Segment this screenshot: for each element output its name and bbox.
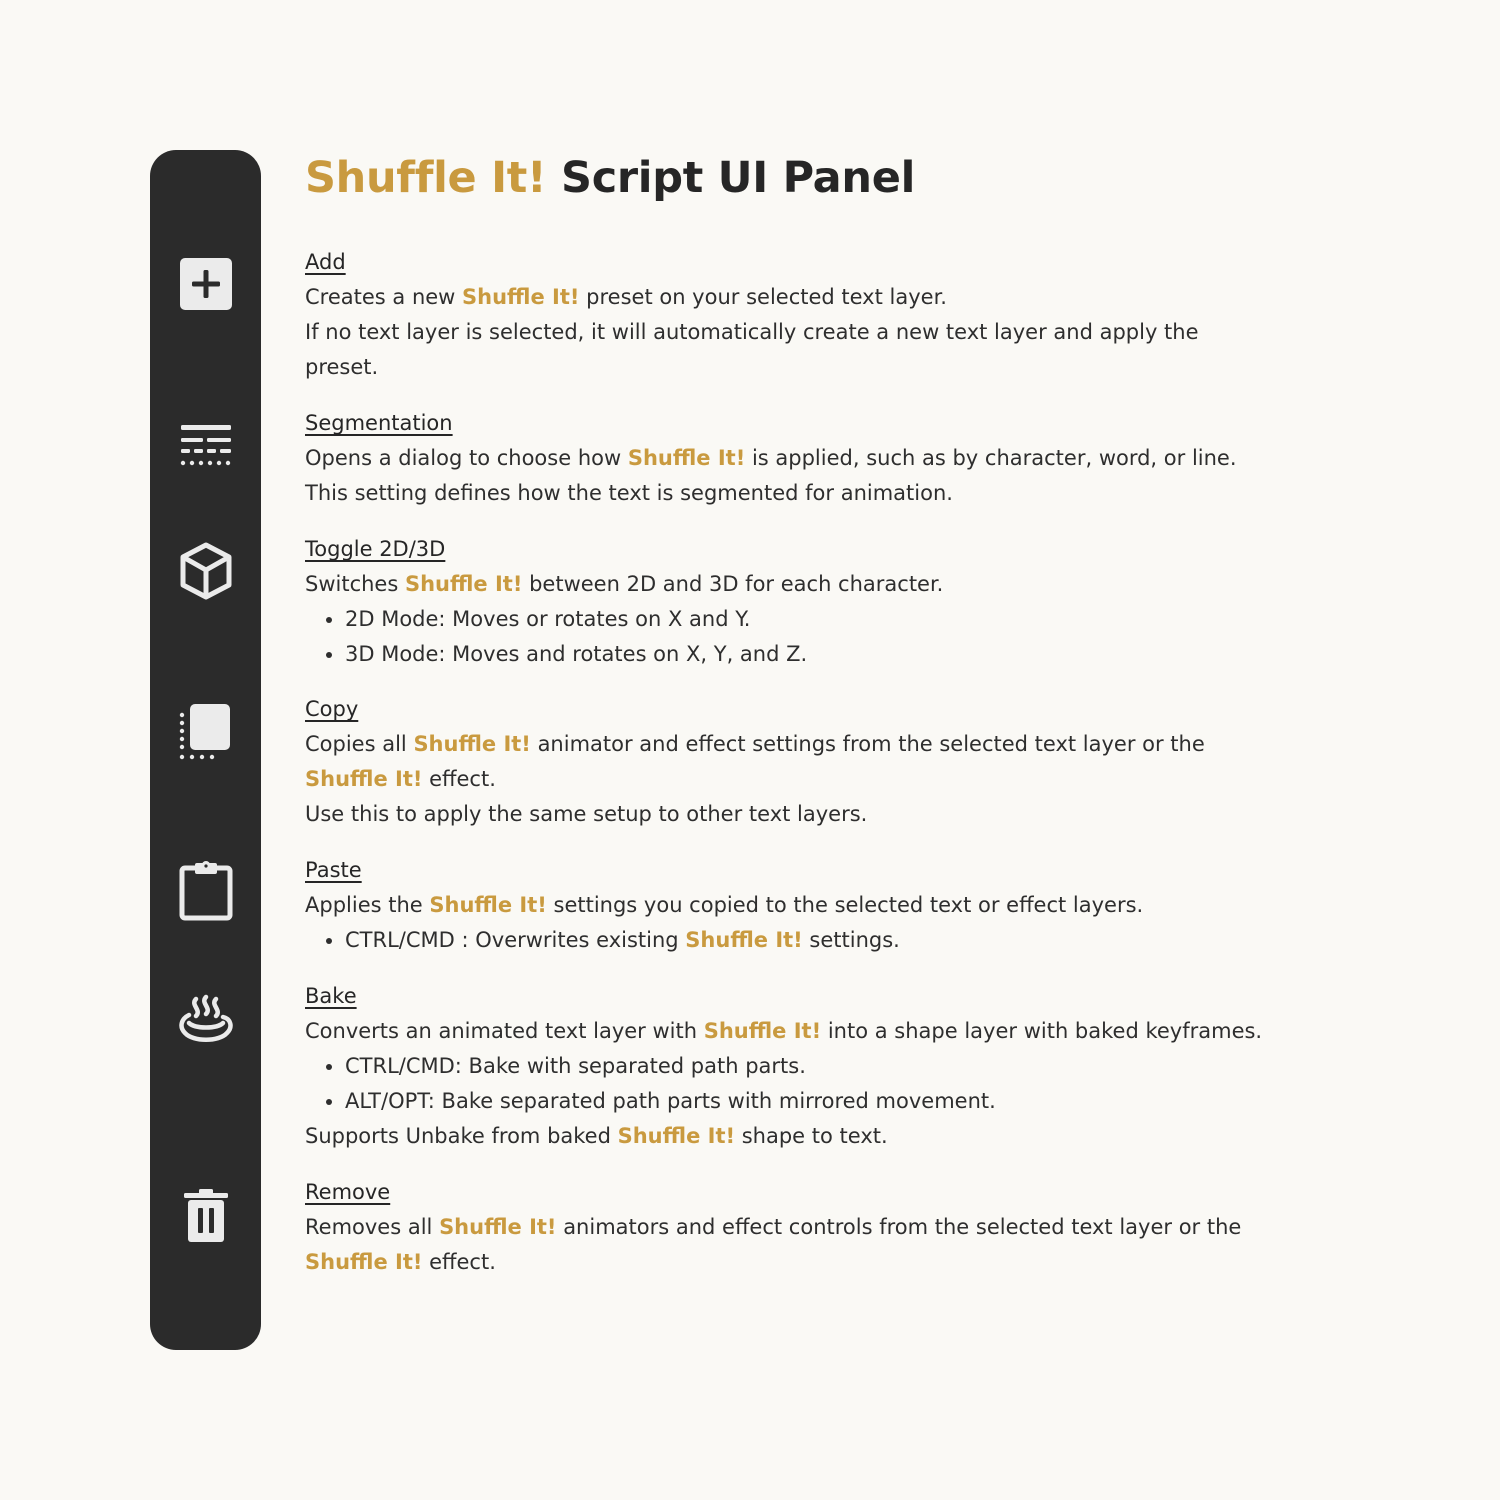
documentation bbox=[305, 150, 1445, 1280]
toggle-bullets bbox=[305, 602, 1445, 672]
copy-desc-line-3: Use this to apply the same setup to other text layers. bbox=[305, 802, 868, 826]
bake-desc-line-1: Converts an animated text layer with Shuffle It! into a shape layer with baked keyframes. bbox=[305, 1019, 1263, 1043]
segmentation-button[interactable] bbox=[176, 415, 236, 475]
brand-mention: Shuffle It! bbox=[305, 767, 423, 791]
section-paste bbox=[305, 853, 1445, 958]
paste-desc-line-1: Applies the Shuffle It! settings you copied to the selected text or effect layers. bbox=[305, 893, 1144, 917]
brand-mention: Shuffle It! bbox=[627, 446, 746, 470]
section-add bbox=[305, 245, 1445, 385]
section-title-remove: Remove bbox=[305, 1180, 391, 1204]
brand-mention: Shuffle It! bbox=[404, 572, 523, 596]
bake-steam-icon bbox=[177, 993, 235, 1047]
brand-mention: Shuffle It! bbox=[703, 1019, 822, 1043]
remove-desc-line-2: Shuffle It! effect. bbox=[305, 1250, 496, 1274]
add-button[interactable] bbox=[176, 254, 236, 314]
section-title-paste: Paste bbox=[305, 858, 362, 882]
brand-mention: Shuffle It! bbox=[685, 928, 803, 952]
brand-mention: Shuffle It! bbox=[305, 1250, 423, 1274]
bake-button[interactable] bbox=[176, 990, 236, 1050]
copy-desc-line-1: Copies all Shuffle It! animator and effect settings from the selected text layer or the bbox=[305, 732, 1205, 756]
bake-bullet-ctrl: • CTRL/CMD: Bake with separated path parts. bbox=[345, 1049, 1445, 1084]
toggle-bullet-3d: • 3D Mode: Moves and rotates on X, Y, and Z. bbox=[345, 637, 1445, 672]
segmentation-lines-icon bbox=[179, 420, 233, 470]
section-title-bake: Bake bbox=[305, 984, 357, 1008]
section-title-segmentation: Segmentation bbox=[305, 411, 453, 435]
section-title-toggle: Toggle 2D/3D bbox=[305, 537, 446, 561]
toggle-bullet-2d: • 2D Mode: Moves or rotates on X and Y. bbox=[345, 602, 1445, 637]
bake-bullet-alt: • ALT/OPT: Bake separated path parts with mirrored movement. bbox=[345, 1084, 1445, 1119]
page-title bbox=[305, 150, 1445, 206]
brand-mention: Shuffle It! bbox=[439, 1215, 557, 1239]
brand-mention: Shuffle It! bbox=[617, 1124, 736, 1148]
plus-square-icon bbox=[179, 257, 233, 311]
segmentation-desc-line-2: This setting defines how the text is segmented for animation. bbox=[305, 481, 953, 505]
section-copy bbox=[305, 692, 1445, 832]
copy-icon bbox=[179, 703, 233, 763]
bake-bullets bbox=[305, 1049, 1445, 1119]
section-remove bbox=[305, 1175, 1445, 1280]
section-toggle-2d-3d bbox=[305, 532, 1445, 672]
segmentation-desc-line-1: Opens a dialog to choose how Shuffle It! is applied, such as by character, word, or line. bbox=[305, 446, 1237, 470]
remove-desc-line-1: Removes all Shuffle It! animators and effect controls from the selected text layer or the bbox=[305, 1215, 1242, 1239]
brand-mention: Shuffle It! bbox=[413, 732, 531, 756]
copy-desc-line-2: Shuffle It! effect. bbox=[305, 767, 496, 791]
add-desc-line-1: Creates a new Shuffle It! preset on your selected text layer. bbox=[305, 285, 947, 309]
clipboard-icon bbox=[178, 859, 234, 921]
bake-desc-line-2: Supports Unbake from baked Shuffle It! shape to text. bbox=[305, 1124, 888, 1148]
toggle-desc-line-1: Switches Shuffle It! between 2D and 3D for each character. bbox=[305, 572, 944, 596]
section-title-copy: Copy bbox=[305, 697, 359, 721]
brand-mention: Shuffle It! bbox=[462, 285, 580, 309]
script-ui-panel bbox=[150, 150, 261, 1350]
section-title-add: Add bbox=[305, 250, 346, 274]
section-bake bbox=[305, 979, 1445, 1154]
add-desc-line-2: If no text layer is selected, it will automatically create a new text layer and apply the bbox=[305, 320, 1199, 344]
copy-button[interactable] bbox=[176, 703, 236, 763]
brand-mention: Shuffle It! bbox=[429, 893, 547, 917]
title-brand: Shuffle It! bbox=[305, 153, 547, 203]
remove-button[interactable] bbox=[176, 1185, 236, 1245]
section-segmentation bbox=[305, 406, 1445, 511]
toggle-2d-3d-button[interactable] bbox=[176, 541, 236, 601]
paste-bullets bbox=[305, 923, 1445, 958]
title-rest: Script UI Panel bbox=[546, 153, 916, 203]
paste-button[interactable] bbox=[176, 860, 236, 920]
add-desc-line-3: preset. bbox=[305, 355, 379, 379]
cube-icon bbox=[178, 541, 234, 601]
paste-bullet-ctrl: • CTRL/CMD : Overwrites existing Shuffle It! settings. bbox=[345, 923, 1445, 958]
trash-icon bbox=[181, 1187, 231, 1243]
